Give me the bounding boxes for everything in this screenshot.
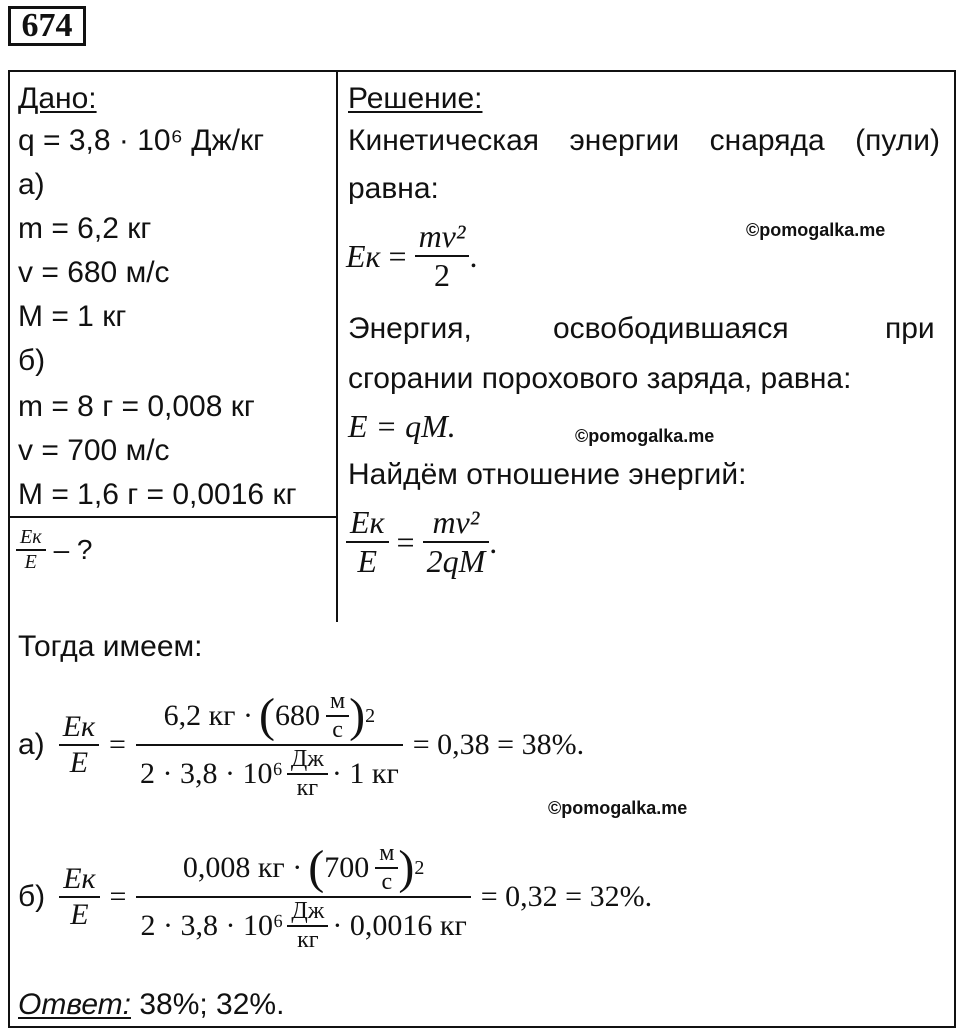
solution-p1-line1: Кинетическая энергии снаряда (пули) [348, 124, 940, 157]
calc-b-speed-unit [375, 840, 398, 896]
calc-b-unit-num: м [379, 840, 395, 866]
given-line-v1: v = 680 м/с [18, 256, 170, 289]
column-divider [336, 70, 338, 622]
given-line-M1: M = 1 кг [18, 300, 127, 333]
calc-a-numerator: 6,2 кг · ( 680 $\frac{м}{с}$ ) 2 [163, 688, 376, 743]
calc-b-den-suffix: · 0,0016 кг [332, 909, 467, 942]
calc-a-label: а) [18, 728, 45, 761]
formula-ratio-den: 2qM [426, 543, 486, 579]
given-line-m1: m = 6,2 кг [18, 212, 152, 245]
calc-b-den-unit-den: кг [297, 927, 319, 953]
find-fraction [16, 526, 46, 574]
given-line-m2: m = 8 г = 0,008 кг [18, 390, 255, 423]
task-number: 674 [21, 7, 73, 44]
calc-b-lhs-den: E [70, 898, 89, 931]
calc-a-fraction [136, 688, 403, 802]
calc-a-mass: 6,2 кг · [163, 699, 253, 732]
calc-b-den-unit [287, 898, 328, 954]
calc-b-lhs-num: Eк [63, 862, 96, 895]
formula-ratio-lhs-num: Eк [350, 504, 385, 540]
formula-ratio-rhs [423, 504, 490, 580]
formula-kinetic: Eк = $\frac{\text{mv²}}{2}$ . [346, 218, 478, 293]
formula-ratio-lhs-den: E [357, 543, 378, 579]
find-numerator: Eк [20, 526, 42, 548]
calc-b-fraction [136, 840, 470, 954]
solution-heading: Решение: [348, 82, 483, 115]
formula-kinetic-den: 2 [434, 257, 451, 293]
given-line-a: а) [18, 168, 45, 201]
solution-p1-line2: равна: [348, 172, 439, 205]
solution-p2-line2: сгорании порохового заряда, равна: [348, 362, 852, 395]
bottom-intro: Тогда имеем: [18, 630, 203, 663]
calc-a-lhs [59, 710, 99, 780]
calc-a-lhs-num: Eк [62, 710, 96, 743]
watermark: ©pomogalka.me [575, 426, 715, 446]
solution-p2-word2: освободившаяся [553, 312, 789, 345]
calc-a-lhs-den: E [69, 746, 89, 779]
answer-value: 38%; 32%. [139, 988, 285, 1021]
solution-p2-word3: при [885, 312, 935, 345]
calc-case-a: а) $\frac{Eк}{E}$ = 6,2 кг · ( 680 $\frac{м}{с}$ ) 2 2 · 3,8 · 10⁶ $\frac{Дж}{кг}$ · 1 кг = 0,38 = 38%. [18, 688, 585, 801]
calc-b-numerator: 0,008 кг · ( 700 $\frac{м}{с}$ ) 2 [182, 840, 425, 895]
solution-p2-word1: Энергия, [348, 312, 472, 345]
task-number-box [8, 6, 86, 46]
calc-b-mass: 0,008 кг · [182, 851, 303, 884]
watermark: ©pomogalka.me [746, 220, 886, 240]
formula-ratio-lhs [346, 504, 389, 580]
solution-p3: Найдём отношение энергий: [348, 458, 747, 491]
calc-a-denominator [136, 746, 403, 802]
given-line-v2: v = 700 м/с [18, 434, 170, 467]
given-divider [8, 516, 336, 518]
find-suffix: – ? [53, 534, 93, 565]
find-denominator: E [24, 551, 37, 573]
calc-a-speed: 680 [274, 699, 320, 732]
formula-ratio: $\frac{Eк}{E}$ = $\frac{\text{mv²}}{2qM}$ . [346, 504, 497, 580]
given-line-q: q = 3,8 · 10⁶ Дж/кг [18, 124, 265, 157]
calc-a-result: = 0,38 = 38%. [412, 728, 585, 761]
calc-case-b: б) $\frac{Eк}{E}$ = 0,008 кг · ( 700 $\frac{м}{с}$ ) 2 2 · 3,8 · 10⁶ $\frac{Дж}{кг}$ · 0,0016 кг = 0,32 = 32%. [18, 840, 653, 953]
given-line-M2: M = 1,6 г = 0,0016 кг [18, 478, 297, 511]
calc-b-unit-den: с [381, 869, 393, 895]
calc-a-den-unit-num: Дж [290, 746, 324, 772]
watermark: ©pomogalka.me [548, 798, 688, 818]
formula-kinetic-fraction [415, 218, 470, 294]
answer-line [18, 990, 284, 1020]
calc-a-den-unit-den: кг [296, 775, 319, 801]
calc-b-den-unit-num: Дж [291, 898, 325, 924]
calc-b-result: = 0,32 = 32%. [480, 880, 653, 913]
calc-b-lhs [59, 862, 99, 932]
calc-b-den-prefix: 2 · 3,8 · 10⁶ [140, 909, 284, 942]
calc-a-speed-unit [326, 688, 349, 744]
formula-kinetic-num: mv² [418, 218, 466, 254]
calc-a-unit-num: м [329, 688, 346, 714]
find-expression [16, 526, 93, 574]
formula-ratio-num: mv² [432, 504, 480, 540]
calc-b-label: б) [18, 880, 46, 913]
given-heading: Дано: [18, 82, 97, 115]
calc-a-den-suffix: · 1 кг [331, 757, 399, 790]
calc-a-unit-den: с [332, 717, 343, 743]
formula-energy: E = qM. [348, 408, 456, 444]
given-line-b: б) [18, 344, 46, 377]
formula-kinetic-lhs: Eк [346, 237, 381, 274]
calc-b-speed: 700 [324, 851, 370, 884]
calc-b-denominator [136, 898, 470, 954]
calc-a-den-prefix: 2 · 3,8 · 10⁶ [139, 757, 283, 790]
calc-a-den-unit [287, 746, 328, 802]
answer-label: Ответ: [18, 988, 131, 1021]
